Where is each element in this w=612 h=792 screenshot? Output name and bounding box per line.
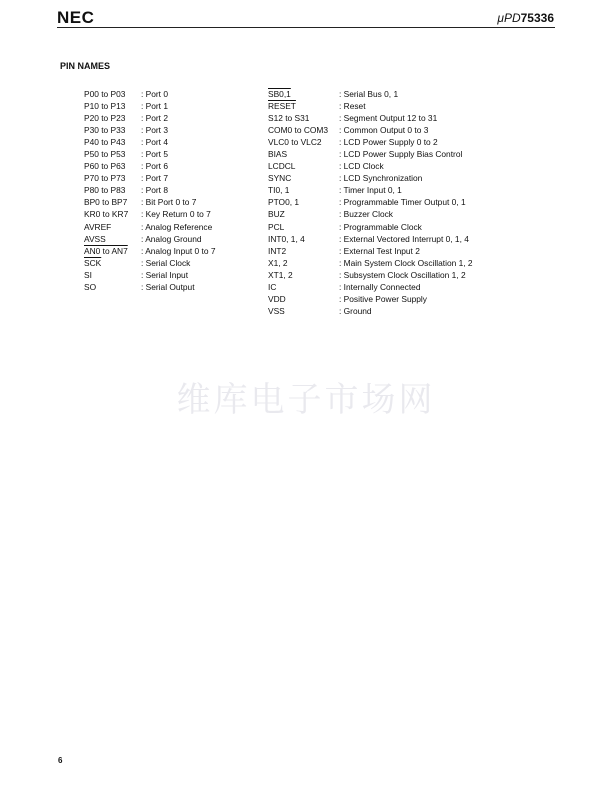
pin-name: VSS	[268, 305, 285, 316]
pin-row	[268, 221, 528, 233]
pin-name: PCL	[268, 221, 285, 232]
pin-row	[268, 184, 528, 196]
pin-name: P70 to P73	[84, 173, 126, 184]
pin-row	[268, 136, 528, 148]
pin-name: BUZ	[268, 209, 285, 220]
pin-name: INT2	[268, 245, 287, 256]
pin-desc: : Main System Clock Oscillation 1, 2	[339, 257, 473, 268]
left-pin-list	[84, 88, 254, 293]
pin-name: KR0 to KR7	[84, 209, 129, 220]
pin-desc: : Key Return 0 to 7	[141, 209, 211, 220]
pin-row	[84, 112, 254, 124]
pin-desc: : Analog Ground	[141, 233, 202, 244]
pin-name: LCDCL	[268, 161, 296, 172]
pin-name: P10 to P13	[84, 101, 126, 112]
pin-desc: : Programmable Timer Output 0, 1	[339, 197, 466, 208]
pin-row	[84, 172, 254, 184]
pin-row	[84, 257, 254, 269]
pin-name: RESET	[268, 101, 296, 112]
pin-row	[84, 124, 254, 136]
pin-row	[84, 88, 254, 100]
section-title: PIN NAMES	[60, 61, 111, 71]
pin-desc: : Subsystem Clock Oscillation 1, 2	[339, 269, 466, 280]
pin-desc: : LCD Power Supply 0 to 2	[339, 137, 438, 148]
header-rule	[57, 27, 555, 28]
pin-desc: : Port 7	[141, 173, 168, 184]
pin-name: X1, 2	[268, 257, 288, 268]
pin-desc: : LCD Power Supply Bias Control	[339, 149, 463, 160]
pin-desc: : Programmable Clock	[339, 221, 422, 232]
pin-name: AVREF	[84, 221, 112, 232]
pin-row	[84, 221, 254, 233]
pin-name: IC	[268, 281, 277, 292]
pin-desc: : Serial Bus 0, 1	[339, 89, 399, 99]
pin-desc: : Serial Output	[141, 281, 195, 292]
pin-name: BP0 to BP7	[84, 197, 128, 208]
pin-row	[268, 233, 528, 245]
pin-name: P60 to P63	[84, 161, 126, 172]
pin-desc: : Port 5	[141, 149, 168, 160]
pin-row	[268, 245, 528, 257]
pin-desc: : Buzzer Clock	[339, 209, 393, 220]
pin-desc: : Port 1	[141, 101, 168, 112]
pin-row	[84, 208, 254, 220]
pin-name: P80 to P83	[84, 185, 126, 196]
watermark-text: 维库电子市场网	[176, 380, 436, 420]
pin-row	[268, 160, 528, 172]
pin-desc: : Positive Power Supply	[339, 293, 427, 304]
pin-row	[84, 245, 254, 257]
pin-desc: : Internally Connected	[339, 281, 421, 292]
pin-name: P00 to P03	[84, 89, 126, 99]
pin-desc: : Port 4	[141, 137, 168, 148]
pin-name: PTO0, 1	[268, 197, 300, 208]
pin-name: P50 to P53	[84, 149, 126, 160]
pin-name: SO	[84, 281, 97, 292]
pin-row	[84, 184, 254, 196]
pin-row	[268, 293, 528, 305]
part-prefix: μPD	[497, 11, 521, 25]
pin-row	[268, 269, 528, 281]
pin-name: P30 to P33	[84, 125, 126, 136]
pin-row	[84, 281, 254, 293]
pin-row	[84, 196, 254, 208]
pin-row	[268, 112, 528, 124]
pin-desc: : Ground	[339, 305, 372, 316]
pin-row	[84, 160, 254, 172]
pin-desc: : Timer Input 0, 1	[339, 185, 402, 196]
pin-desc: : Port 8	[141, 185, 168, 196]
pin-row	[84, 148, 254, 160]
pin-row	[268, 88, 528, 100]
pin-name: SB0,1	[268, 89, 291, 99]
pin-name: P40 to P43	[84, 137, 126, 148]
pin-row	[84, 100, 254, 112]
pin-desc: : External Test Input 2	[339, 245, 420, 256]
pin-desc: : Analog Input 0 to 7	[141, 245, 216, 256]
pin-name: XT1, 2	[268, 269, 293, 280]
pin-desc: : LCD Clock	[339, 161, 384, 172]
pin-name: VLC0 to VLC2	[268, 137, 322, 148]
pin-desc: : Port 3	[141, 125, 168, 136]
pin-row	[84, 233, 254, 245]
pin-name: SYNC	[268, 173, 292, 184]
pin-desc: : External Vectored Interrupt 0, 1, 4	[339, 233, 469, 244]
pin-desc: : Reset	[339, 101, 366, 112]
pin-name: SI	[84, 269, 92, 280]
pin-desc: : Port 2	[141, 113, 168, 124]
pin-desc: : Serial Clock	[141, 257, 191, 268]
page-number: 6	[58, 756, 63, 765]
pin-name: AVSS	[84, 233, 106, 244]
pin-name: AN0 to AN7	[84, 245, 128, 256]
pin-row	[84, 136, 254, 148]
pin-name: TI0, 1	[268, 185, 290, 196]
pin-name: P20 to P23	[84, 113, 126, 124]
pin-row	[268, 257, 528, 269]
pin-row	[268, 281, 528, 293]
pin-desc: : Bit Port 0 to 7	[141, 197, 197, 208]
part-number-value: 75336	[520, 11, 554, 25]
pin-row	[268, 100, 528, 112]
right-pin-list	[268, 88, 528, 317]
pin-desc: : Port 6	[141, 161, 168, 172]
pin-desc: : Analog Reference	[141, 221, 213, 232]
pin-desc: : Port 0	[141, 89, 168, 99]
pin-desc: : Serial Input	[141, 269, 189, 280]
part-number	[497, 11, 554, 25]
pin-row	[268, 124, 528, 136]
nec-logo: NEC	[57, 8, 95, 27]
pin-name: INT0, 1, 4	[268, 233, 305, 244]
pin-row	[268, 172, 528, 184]
pin-name: S12 to S31	[268, 113, 310, 124]
pin-name: VDD	[268, 293, 286, 304]
pin-row	[84, 269, 254, 281]
pin-row	[268, 208, 528, 220]
pin-name: BIAS	[268, 149, 288, 160]
pin-name: $\overline{SCK}$	[84, 257, 102, 268]
pin-row	[268, 148, 528, 160]
pin-name: COM0 to COM3	[268, 125, 329, 136]
pin-desc: : Common Output 0 to 3	[339, 125, 429, 136]
pin-row	[268, 196, 528, 208]
pin-row	[268, 305, 528, 317]
pin-desc: : Segment Output 12 to 31	[339, 113, 438, 124]
pin-desc: : LCD Synchronization	[339, 173, 423, 184]
